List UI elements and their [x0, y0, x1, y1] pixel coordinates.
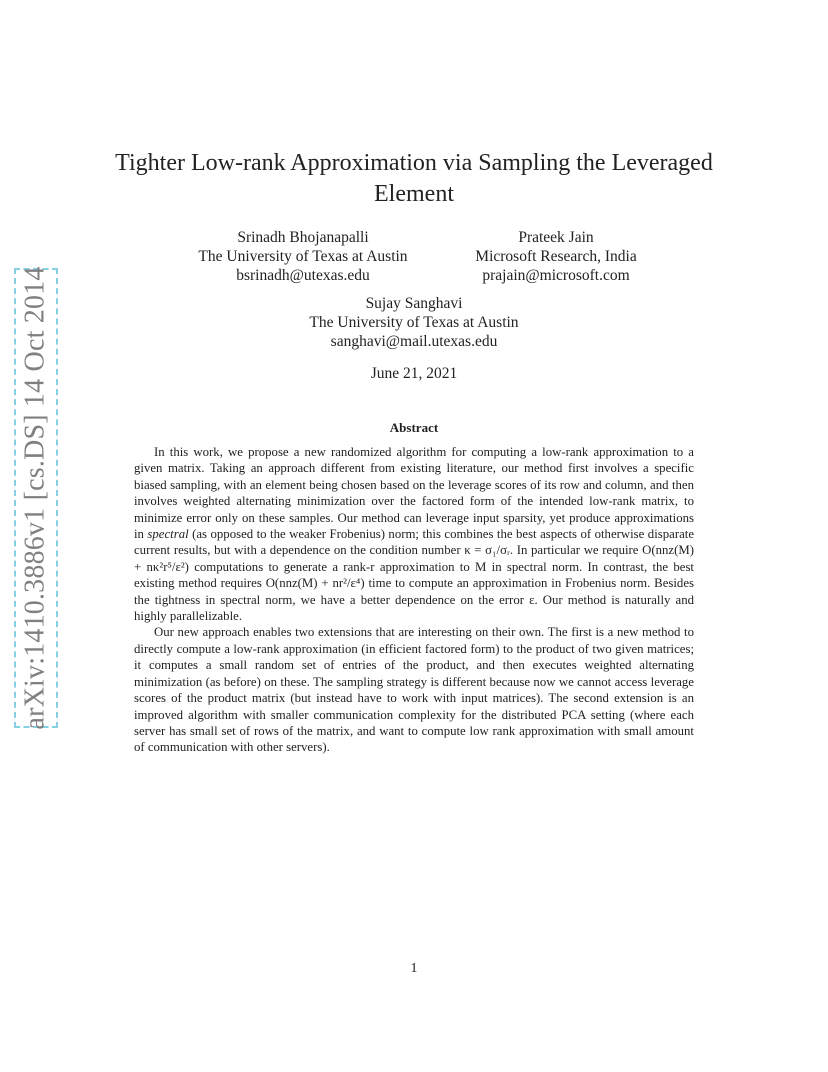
author-email: prajain@microsoft.com — [482, 267, 630, 284]
author-email: bsrinadh@utexas.edu — [236, 267, 370, 284]
arxiv-identifier: arXiv:1410.3886v1 [cs.DS] 14 Oct 2014 — [20, 266, 51, 730]
author-name: Sujay Sanghavi — [365, 295, 463, 312]
author-name: Prateek Jain — [518, 229, 594, 246]
paper-date: June 21, 2021 — [370, 365, 458, 382]
abstract-p1-part-2: (as opposed to the weaker Frobenius) norm; this combines the best aspects of otherwise disparate current results, but with a dependence on the condition number κ = σ₁/σᵣ. In particular we require O(nnz(M) + nκ²r⁵/ε²) computations to generate a rank-r approximation to M in spectral norm. In contrast, the best existing method requires O(nnz(M) + nr²/ε⁴) time to compute an approximation in Frobenius norm. Besides the tightness in spectral norm, we have a better dependence on the error ε. Our method is naturally and highly parallelizable. — [134, 527, 694, 624]
author-block-2 — [456, 228, 656, 285]
author-block-1 — [170, 228, 436, 285]
author-name: Srinadh Bhojanapalli — [237, 229, 369, 246]
author-email: sanghavi@mail.utexas.edu — [330, 333, 498, 350]
author-block-3 — [276, 294, 552, 351]
author-affiliation: Microsoft Research, India — [475, 248, 637, 265]
author-affiliation: The University of Texas at Austin — [198, 248, 408, 265]
abstract-paragraph-1 — [134, 444, 694, 624]
abstract-body — [134, 444, 694, 756]
abstract-p1-part-1: In this work, we propose a new randomized algorithm for computing a low-rank approximation to a given matrix. Taking an approach different from existing literature, our method first involves a specific biased sampling, with an element being chosen based on the leverage scores of its row and column, and then involves weighted alternating minimization over the factored form of the intended low-rank matrix, to minimize error only on these samples. Our method can leverage input sparsity, yet produce approximations in — [134, 445, 694, 542]
abstract-p1-emphasis: spectral — [147, 527, 189, 542]
author-affiliation: The University of Texas at Austin — [309, 314, 519, 331]
page-number: 1 — [410, 961, 418, 976]
paper-title: Tighter Low-rank Approximation via Sampling the Leveraged Element — [115, 150, 713, 207]
abstract-paragraph-2: Our new approach enables two extensions that are interesting on their own. The first is a new method to directly compute a low-rank approximation (in efficient factored form) to the product of two given matrices; it computes a small random set of entries of the product, and then executes weighted alternating minimization (as before) on these. The sampling strategy is different because now we cannot access leverage scores of the product matrix (but instead have to work with input matrices). The second extension is an improved algorithm with smaller communication complexity for the distributed PCA setting (where each server has small set of rows of the matrix, and want to compute low rank approximation with small amount of communication with other servers). — [134, 625, 694, 755]
abstract-heading: Abstract — [389, 420, 439, 435]
arxiv-side-stamp — [14, 268, 58, 728]
